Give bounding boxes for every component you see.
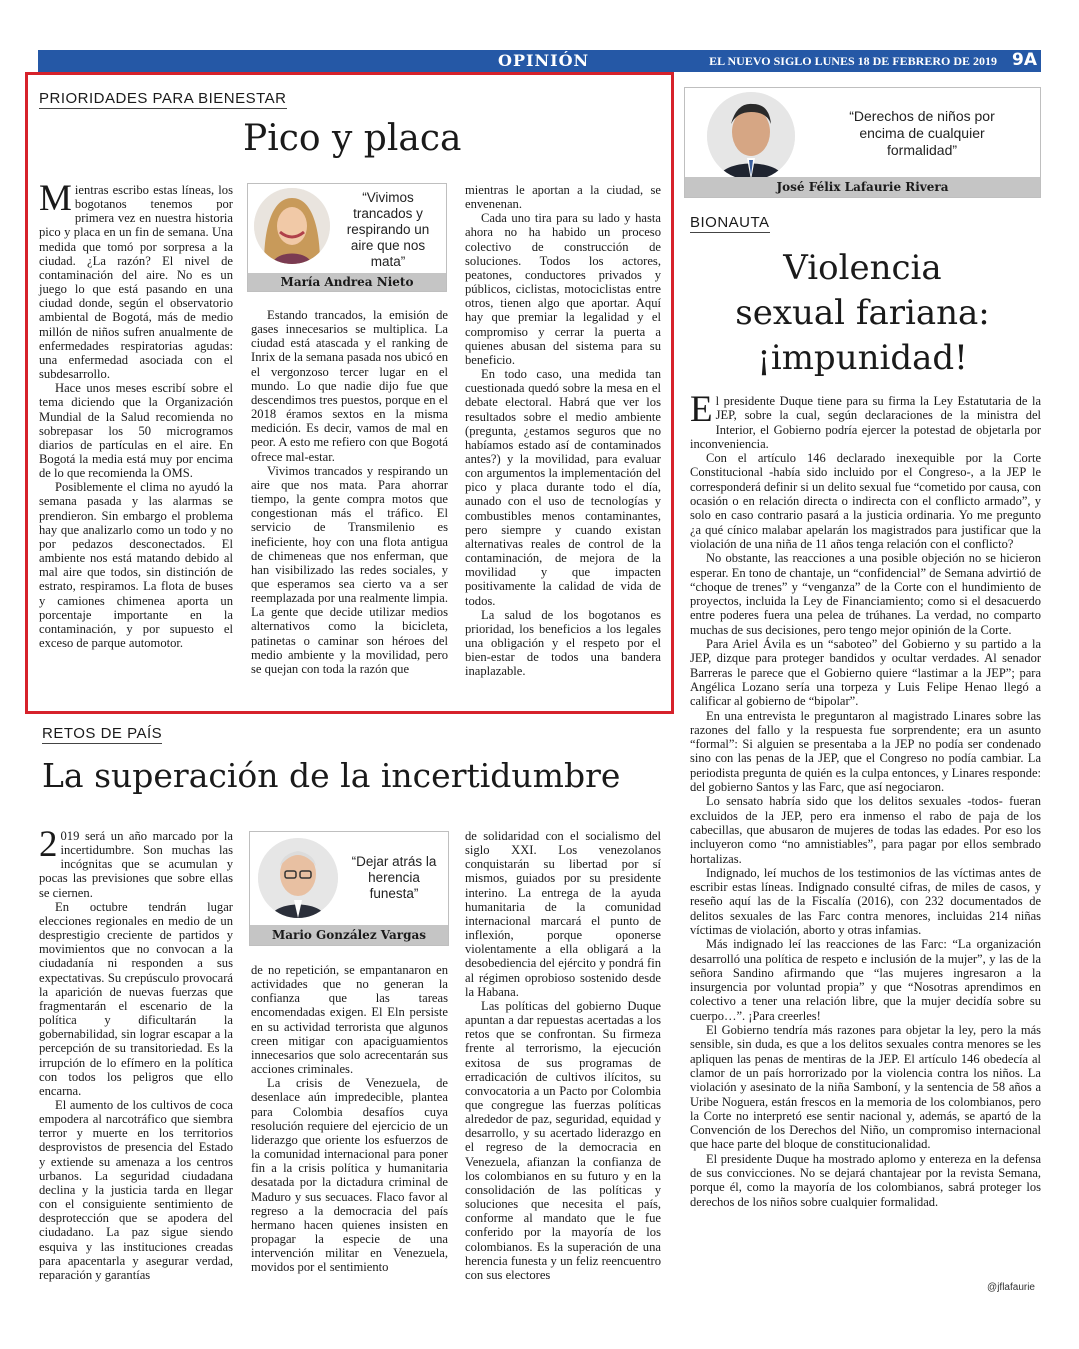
article1-paragraph: Cada uno tira para su lado y hasta ahora no ha habido un proceso colectivo de construcción de soluciones. Todos los actores, peatones, conductores privados y públicos, ciclistas, motociclistas entre otros, tienen algo que aportar. Aquí hay que premiar la legalidad y el compromiso y cerrar la puerta a quienes abusan del sistema para su beneficio.: [465, 211, 661, 367]
article3-paragraph: En una entrevista le preguntaron al magistrado Linares sobre las razones del fallo y la respuesta fue sorprendente; era un asunto “formal”: Si alguien se presentaba a la JEP no podía ser condenado sino con las penas de la JEP, que el Congreso no podía cambiar. La periodista pregunta de quién es la culpa entonces, y Linares responde: del gobierno Santos y las Farc, que así negociaron.: [690, 708, 1041, 795]
author-photo: [258, 838, 338, 918]
page-number: 9A: [1012, 50, 1037, 70]
article3-paragraph: Para Ariel Ávila es un “saboteo” del Gobierno y su partido a la JEP, dizque para proteger bandidos y ocultar verdades. Al senador Barreras le parece que el Gobierno quiere “lastimar a la JEP”; para Angélica Lozano sería una torpeza y Luis Felipe Henao llegó a calificar al gobierno de “bipolar”.: [690, 637, 1041, 709]
article1-paragraph: La salud de los bogotanos es prioridad, los beneficios a los legales una obligación y el respeto por el bien-estar de todos una bandera inaplazable.: [465, 607, 661, 679]
article2-paragraph: En octubre tendrán lugar elecciones regionales en medio de un desprestigio creciente de partidos y movimientos que no convocan a la ciudadanía ni responden a sus expectativas. Su crepúsculo provocará la aparición de nuevas fuerzas que fragmentarán el escenario de la política y dificultarán la gobernabilidad, sin lograr escapar a la percepción de su transitoriedad. Es la irrupción de lo efímero en la política con todos los peligros que ello encarna.: [39, 899, 233, 1098]
article1-kicker: PRIORIDADES PARA BIENESTAR: [39, 90, 287, 107]
article3-title-line: Violencia: [783, 248, 942, 288]
article1-paragraph: Mientras escribo estas líneas, los bogotanos tenemos por primera vez en nuestra historia pico y placa en un fin de semana. Una medida que tomó por sorpresa a la ciudad. ¿La razón? El nivel de contaminación del aire. No es un juego lo que está pasando en una ciudad donde, según el observatorio ambiental de Bogotá, más de medio millón de niños sufren anualmente de enfermedades respiratorias agudas: una enfermedad asociada con el subdesarrollo.: [39, 178, 233, 382]
article3-paragraph: No obstante, las reacciones a una posible objeción no se hicieron esperar. En tono de chantaje, un “confidencial” de Semana advirtió de “choque de trenes” y “venganza” de la Corte con el hundimiento de proyectos, incluida la Ley de Financiamiento; como si el desacuerdo entre poderes fuera una pelea de trúhanes. La verdad, no comparto muchas de sus decisiones, pero tengo mejor opinión de la Corte.: [690, 551, 1041, 637]
article2-column-2: [251, 963, 448, 1274]
article2-kicker: RETOS DE PAÍS: [42, 725, 163, 742]
article1-paragraph: Vivimos trancados y respirando un aire que nos mata. Para ahorrar tiempo, la gente compra motos que congestionan más el tráfico. El servicio de Transmilenio es ineficiente, hoy con una flota antigua de chimeneas que nos enferman, que han visibilizado las redes sociales, y que esperamos sea cierto va a ser reemplazada por una realmente limpia. La gente que decide utilizar medios alternativos como la bicicleta, patinetas o caminar son héroes del medio ambiente y la movilidad, pero se quejan con toda la razón que: [251, 463, 448, 676]
article1-pull-quote: “Vivimos trancados y respirando un aire que nos mata”: [346, 190, 430, 269]
article1-column-3: [465, 183, 661, 678]
article1-paragraph: Estando trancados, la emisión de gases innecesarios se multiplica. La ciudad está atascada y el ranking de Inrix de la semana pasada nos ubicó en el vergonzoso tercer lugar en el mundo. Lo que nadie dijo fue que descendimos tres puestos, porque en el 2018 éramos sextos en la misma medición. Es decir, vamos de mal en peor. A esto me refiero con que Bogotá ofrece mal-estar.: [251, 308, 448, 464]
article1-paragraph: Posiblemente el clima no ayudó la semana pasada y las alarmas se prendieron. Sin embargo el problema hay que analizarlo como un todo y no por pedazos desconectados. El ambiente nos está matando debido al mal aire que todos, sin distinción de estrato, respiramos. La flota de buses y camiones chimenea aporta un porcentaje importante en la contaminación, y por supuesto el exceso de parque automotor.: [39, 480, 233, 650]
article2-pull-quote: “Dejar atrás la herencia funesta”: [351, 854, 437, 901]
section-title: OPINIÓN: [498, 51, 590, 70]
article3-dropcap: E: [690, 389, 713, 430]
article3-paragraph: Indignado, leí muchos de los testimonios de las víctimas antes de escribir estas líneas. Indignado consulté cifras, de miles de casos, y reseño aquí las de la Fiscalía (2016), con 232 documentados de delitos sexuales de las Farc contra menores, incluidas 214 niñas víctimas de violación, aborto y otras infamias.: [690, 865, 1041, 937]
article3-paragraph: El presidente Duque tiene para su firma la Ley Estatutaria de la JEP, sobre la cual, según declaraciones de la ministra del Interior, el Gobierno podría ejercer la potestad de objetarla por inconveniencia.: [690, 389, 1041, 451]
article3-paragraph: Con el artículo 146 declarado inexequible por la Corte Constitucional -había sido incluido por el Congreso-, a la JEP le corresponderá definir si un delito sexual fue “cometido por causa, con ocasión o en relación directa o indirecta con el conflicto armado”, y solo en caso contrario pasará a la justicia ordinaria. Yo me pregunto ¿a qué cínico malabar apelarán los magistrados para justificar que la violación de una niña de 11 años tenga relación con el conflicto?: [690, 451, 1041, 551]
article2-dropcap: 2: [39, 824, 58, 865]
article2-author: Mario González Vargas: [250, 925, 448, 945]
article3-title: [684, 246, 1041, 381]
article2-title: La superación de la incertidumbre: [42, 756, 621, 795]
article2-paragraph: El aumento de los cultivos de coca empodera al narcotráfico que siembra terror y muerte en los territorios desprovistos de presencia del Estado y extiende su amenaza a los centros urbanos. La seguridad ciudadana declina y la justicia tarda en llegar con el consiguiente sentimiento de desprotección que se apodera del ciudadano. La paz sigue siendo esquiva y las instituciones creadas para apacentarla y asegurar verdad, reparación y garantías: [39, 1097, 233, 1282]
article1-paragraph: Hace unos meses escribí sobre el tema diciendo que la Organización Mundial de la Salud recomienda no sobrepasar los 50 microgramos diarios de partículas en el aire. En Bogotá la media está muy por encima de lo que recomienda la OMS.: [39, 381, 233, 481]
article3-body: [690, 389, 1041, 1209]
article1-column-1: [39, 178, 233, 650]
article3-quote-box: [684, 87, 1041, 198]
article2-paragraph: La crisis de Venezuela, de desenlace aún impredecible, plantea para Colombia desafíos cuya resolución requiere del ejercicio de un liderazgo que oriente los esfuerzos de la comunidad internacional para poner fin a la crisis política y humanitaria desatada por la dictadura criminal de Maduro y sus secuaces. Flaco favor al regreso a la democracia del país hermano hacen quienes insisten en propagar la especie de una intervención militar en Venezuela, movidos por el sentimiento: [251, 1076, 448, 1275]
article2-quote-box: [249, 831, 449, 946]
article3-paragraph: Más indignado leí las reacciones de las Farc: “La organización desarrolló una política de respeto e inclusión de la mujer”, y las de la señora Sandino afirmando que “las mujeres ingresaron a la insurgencia por voluntad propia” y que “Nosotras aprendimos en colectivo a tener una relación libre, que la mujer decidía sobre su cuerpo…”. ¡Para creerles!: [690, 937, 1041, 1023]
article3-title-line: sexual fariana:: [735, 293, 990, 333]
author-photo: [254, 188, 330, 264]
article1-paragraph: mientras le aportan a la ciudad, se envenenan.: [465, 183, 661, 212]
article2-paragraph: de solidaridad con el socialismo del siglo XXI. Los venezolanos conquistarán su libertad por sí mismos, guiados por su presidente interino. La entrega de la ayuda humanitaria de la comunidad internacional marcará el punto de inflexión, porque oponerse violentamente a ella obligará a la desobediencia del ejército y pondrá fin al régimen oprobioso sostenido desde la Habana.: [465, 829, 661, 999]
article3-paragraph: Lo sensato habría sido que los delitos sexuales -todos- fueran excluidos de la JEP, pero era inmenso el rabo de paja de los cabecillas, que abusaron de mujeres de todas las edades. Por eso los incluyeron como “no amnistiables”, para pagar por ellos sembrado hortalizas.: [690, 794, 1041, 866]
article1-paragraph: En todo caso, una medida tan cuestionada quedó sobre la mesa en el debate electoral. Habrá que ver los resultados sobre el medio ambiente (pregunta, ¿estamos seguros que no habíamos estado así de contaminados antes?) y la movilidad, para evaluar con argumentos la implementación del pico y placa durante todo el día, aunado con el uso de tecnologías y combustibles menos contaminantes, pero siempre y cuando existan alternativas reales de control de la contaminación, de mejora de la movilidad y que impacten positivamente la calidad de vida de todos.: [465, 367, 661, 608]
article3-author: José Félix Lafaurie Rivera: [685, 177, 1040, 197]
article3-paragraph: El Gobierno tendría más razones para objetar la ley, pero la más sensible, sin duda, es que a los delitos sexuales contra menores se les apliquen las penas de mentiras de la JEP. El artículo 146 obedecía al clamor de un país horrorizado por la violencia contra los niños. La violación y asesinato de la niña Samboní, y la sentencia de 58 años a Uribe Noguera, están frescos en la memoria de los colombianos, pero la Corte no interpretó ese sentir nacional y, además, se apartó de la Convención de los Derechos del Niño, un compromiso internacional que hace parte del bloque de constitucionalidad.: [690, 1023, 1041, 1152]
article2-paragraph: 2 019 será un año marcado por la incertidumbre. Son muchas las incógnitas que se acumulan y pocas las previsiones que sobre ellas se ciernen.: [39, 824, 233, 900]
article3-kicker: BIONAUTA: [690, 214, 770, 231]
article1-column-2: [251, 308, 448, 676]
author-twitter-handle: @jflafaurie: [987, 1282, 1035, 1293]
article2-paragraph: de no repetición, se empantanaron en actividades que no generan la confianza que las tareas encomendadas exigen. El Eln persiste en su actividad terrorista que algunos creen mitigar con apaciguamientos innecesarios que solo acrecentarán sus acciones criminales.: [251, 963, 448, 1077]
article2-column-3: [465, 829, 661, 1282]
article3-paragraph: El presidente Duque ha mostrado aplomo y entereza en la defensa de sus convicciones. No se dejará chantajear por la revista Semana, porque él, como la mayoría de los colombianos, sabrá proteger los derechos de los niños sobre cualquier formalidad.: [690, 1151, 1041, 1209]
article3-pull-quote: “Derechos de niños por encima de cualquier formalidad”: [849, 108, 995, 158]
author-photo: [707, 92, 795, 180]
newspaper-date-line: EL NUEVO SIGLO LUNES 18 DE FEBRERO DE 2019: [709, 54, 997, 68]
article1-title: Pico y placa: [243, 118, 462, 159]
article2-paragraph: Las políticas del gobierno Duque apuntan a dar repuestas acertadas a los retos que se confrontan. Su firmeza frente al terrorismo, la ejecución exitosa de sus programas de erradicación de cultivos ilícitos, su convocatoria a un Pacto por Colombia que congregue las fuerzas políticas alrededor de paz, seguridad, equidad y desarrollo, y su acertado liderazgo en el regreso de la democracia en Venezuela, afianzan la confianza de los colombianos en su futuro y en la consolidación de las políticas y soluciones que necesita el país, conforme al mandato que le fue conferido por la mayoría de los colombianos. Es la superación de una herencia funesta y un feliz reencuentro con sus electores: [465, 998, 661, 1282]
article1-quote-box: [247, 183, 447, 292]
article2-column-1: [39, 824, 233, 1282]
article1-dropcap: M: [39, 178, 72, 219]
section-masthead: [38, 50, 1041, 72]
article1-author: María Andrea Nieto: [248, 273, 446, 291]
article3-title-line: ¡impunidad!: [757, 338, 968, 378]
